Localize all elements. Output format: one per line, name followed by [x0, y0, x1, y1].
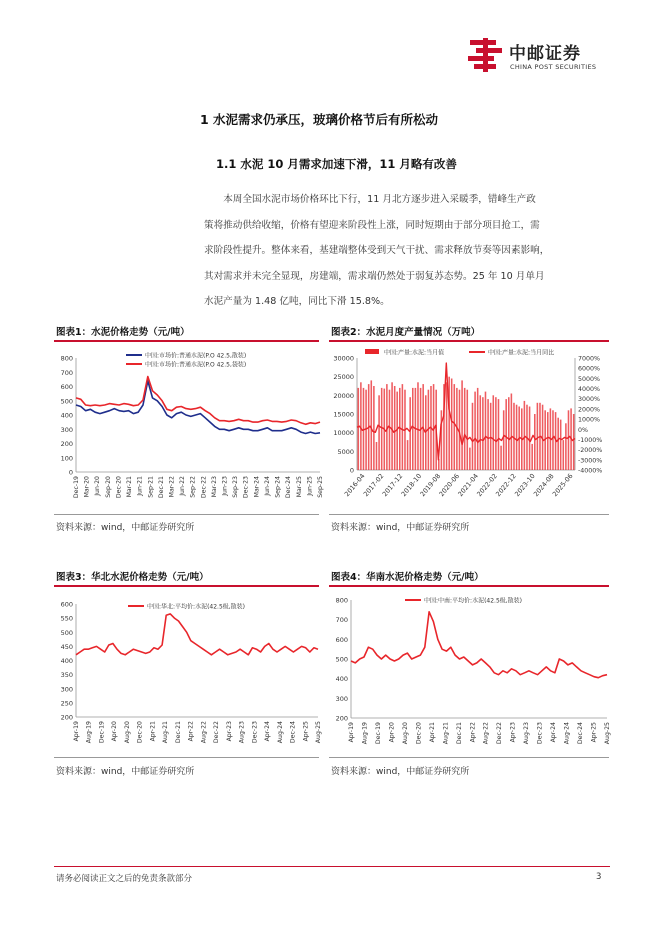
- x-tick-label: 2020-06: [437, 472, 462, 499]
- figure-4-source: 资料来源：wind，中邮证券研究所: [331, 767, 470, 777]
- figure-3-bottom-rule: [54, 757, 319, 758]
- y-tick-label: 200: [60, 713, 73, 722]
- y-tick-label: 800: [60, 354, 73, 363]
- bar: [467, 390, 469, 470]
- bar: [446, 382, 448, 470]
- figure-4-rule: [329, 585, 609, 587]
- y2-tick-label: 0%: [578, 426, 588, 434]
- x-tick-label: Dec-22: [496, 722, 504, 745]
- body-line: 其对需求并未完全显现，房建端，需求端仍然处于弱复苏态势。25 年 10 月单月: [204, 270, 545, 282]
- bar: [560, 420, 562, 470]
- y-tick-label: 400: [60, 657, 73, 665]
- x-tick-label: Sep-21: [147, 476, 155, 498]
- bar: [547, 412, 549, 470]
- x-tick-label: Apr-20: [388, 722, 396, 743]
- bar: [516, 405, 518, 470]
- x-tick-label: Dec-19: [374, 722, 382, 745]
- figure-3-source: 资料来源：wind，中邮证券研究所: [56, 767, 195, 777]
- figure-2-title: 图表2：水泥月度产量情况（万吨）: [331, 327, 481, 338]
- y-tick-label: 700: [335, 616, 348, 625]
- x-tick-label: Dec-20: [415, 722, 423, 745]
- bar: [376, 442, 378, 470]
- body-line: 本周全国水泥市场价格环比下行，11 月北方逐步进入采暖季，错峰生产政: [223, 194, 536, 205]
- x-tick-label: Mar-20: [83, 476, 91, 498]
- chart-cement-output: [329, 344, 611, 512]
- bar: [498, 399, 500, 470]
- y2-tick-label: 3000%: [578, 396, 601, 404]
- y2-tick-label: -2000%: [578, 447, 603, 455]
- x-tick-label: 2018-10: [399, 472, 424, 499]
- bar: [552, 410, 554, 470]
- footer-rule: [54, 866, 610, 867]
- x-tick-label: Dec-23: [536, 722, 544, 745]
- x-tick-label: Dec-21: [174, 721, 182, 744]
- bar: [534, 414, 536, 470]
- x-tick-label: Jun-23: [221, 476, 229, 496]
- bar: [493, 395, 495, 470]
- y2-tick-label: 4000%: [578, 386, 601, 394]
- y2-tick-label: -4000%: [578, 467, 603, 475]
- bar: [417, 382, 419, 470]
- bar: [365, 390, 367, 470]
- y2-tick-label: 5000%: [578, 375, 601, 383]
- bar: [391, 382, 393, 470]
- legend-item-0-label: 中国:市场价:普通水泥(P.O 42.5,散装): [145, 352, 247, 360]
- page-number: 3: [596, 872, 602, 882]
- x-tick-label: Mar-21: [126, 476, 134, 498]
- bar: [389, 390, 391, 470]
- x-tick-label: Dec-24: [285, 476, 293, 499]
- x-tick-label: Aug-19: [361, 722, 369, 745]
- y-tick-label: 300: [60, 685, 73, 694]
- y-tick-label: 25000: [333, 373, 354, 382]
- bar: [381, 388, 383, 470]
- x-tick-label: Sep-20: [104, 476, 112, 498]
- figure-1-rule: [54, 340, 319, 342]
- bar: [563, 440, 565, 470]
- x-tick-label: Dec-23: [242, 476, 250, 499]
- x-tick-label: Apr-21: [428, 722, 436, 743]
- x-tick-label: Dec-22: [200, 476, 208, 499]
- x-tick-label: 2017-12: [380, 472, 405, 499]
- bar: [448, 377, 450, 470]
- y-tick-label: 300: [60, 425, 73, 434]
- bar: [537, 403, 539, 470]
- bar: [480, 395, 482, 470]
- y-tick-label: 20000: [333, 391, 354, 400]
- x-tick-label: Aug-25: [315, 721, 322, 744]
- legend-item-0-label: 中国:华北:平均价:水泥(42.5级,散装): [147, 603, 246, 611]
- x-tick-label: Aug-21: [162, 721, 170, 744]
- x-tick-label: Sep-22: [189, 476, 197, 498]
- china-post-icon: [466, 36, 506, 74]
- x-tick-label: Aug-22: [200, 721, 208, 744]
- chart-cement-price: [54, 344, 326, 512]
- brand-name-cn: 中邮证券: [509, 44, 581, 64]
- y-tick-label: 0: [68, 468, 73, 477]
- x-tick-label: Aug-23: [523, 722, 531, 745]
- y-tick-label: 800: [335, 596, 348, 605]
- bar: [565, 423, 567, 470]
- bar: [531, 444, 533, 470]
- x-tick-label: Apr-22: [469, 722, 477, 743]
- y-tick-label: 300: [335, 694, 348, 703]
- bar: [508, 397, 510, 470]
- x-tick-label: Apr-19: [348, 722, 355, 743]
- bar: [378, 395, 380, 470]
- x-tick-label: Jun-25: [306, 476, 314, 496]
- bar: [461, 380, 463, 470]
- chart-south-china-price: [329, 590, 611, 755]
- figure-2-bottom-rule: [329, 514, 609, 515]
- legend-item-1-label: 中国:产量:水泥:当月同比: [488, 349, 555, 357]
- bar: [524, 401, 526, 470]
- x-tick-label: 2017-02: [361, 472, 386, 499]
- bar: [500, 446, 502, 470]
- figure-4-title: 图表4：华南水泥价格走势（元/吨）: [331, 572, 484, 583]
- x-tick-label: Jun-24: [263, 476, 271, 496]
- x-tick-label: 2022-12: [494, 472, 518, 499]
- y-tick-label: 100: [60, 454, 73, 463]
- bar: [573, 414, 575, 470]
- x-tick-label: Sep-24: [274, 476, 282, 498]
- x-tick-label: Dec-21: [455, 722, 463, 745]
- figure-1-bottom-rule: [54, 514, 319, 515]
- series-line-0: [76, 614, 318, 655]
- body-line: 策将推动供给收缩，价格有望迎来阶段性上涨，同时短期由于部分项目抢工，需: [204, 219, 540, 231]
- bar: [495, 397, 497, 470]
- section-title: 1 水泥需求仍承压，玻璃价格节后有所松动: [200, 112, 439, 127]
- y-tick-label: 400: [335, 675, 348, 684]
- figure-4-bottom-rule: [329, 757, 609, 758]
- y-tick-label: 30000: [333, 354, 354, 363]
- x-tick-label: Mar-24: [253, 476, 261, 498]
- bar: [454, 384, 456, 470]
- y-tick-label: 700: [60, 368, 73, 377]
- legend-item-0-label: 中国:中南:平均价:水泥(42.5级,散装): [424, 597, 523, 605]
- x-tick-label: Dec-20: [136, 721, 144, 744]
- y-tick-label: 10000: [333, 429, 354, 438]
- y-tick-label: 600: [60, 600, 73, 609]
- x-tick-label: Sep-25: [317, 476, 324, 498]
- y-tick-label: 5000: [337, 447, 354, 456]
- x-tick-label: 2025-06: [550, 472, 575, 499]
- x-tick-label: Aug-25: [604, 722, 611, 745]
- figure-3-title: 图表3：华北水泥价格走势（元/吨）: [56, 572, 209, 583]
- body-paragraph: [204, 187, 612, 315]
- x-tick-label: Aug-22: [482, 722, 490, 745]
- x-tick-label: Aug-24: [563, 722, 571, 745]
- x-tick-label: Sep-23: [232, 476, 240, 498]
- legend-item-1-label: 中国:市场价:普通水泥(P.O 42.5,袋装): [145, 361, 247, 369]
- bar: [394, 386, 396, 470]
- y2-tick-label: -3000%: [578, 457, 603, 465]
- x-tick-label: Jun-22: [179, 476, 187, 496]
- x-tick-label: Apr-22: [187, 721, 195, 742]
- x-tick-label: Aug-24: [276, 721, 284, 744]
- y-tick-label: 200: [60, 440, 73, 448]
- x-tick-label: Aug-23: [238, 721, 246, 744]
- body-line: 求阶段性提升。整体来看，基建端整体受到天气干扰、需求释放节奏等因素影响，: [204, 245, 550, 257]
- y-tick-label: 500: [335, 655, 348, 664]
- x-tick-label: Apr-24: [550, 722, 558, 743]
- bar: [482, 397, 484, 470]
- x-tick-label: Apr-25: [302, 721, 310, 742]
- bar: [511, 394, 513, 471]
- y2-tick-label: -1000%: [578, 436, 603, 444]
- x-tick-label: Apr-25: [590, 722, 598, 743]
- y-tick-label: 450: [60, 642, 73, 651]
- figure-1-source: 资料来源：wind，中邮证券研究所: [56, 523, 195, 533]
- figure-2-rule: [329, 340, 609, 342]
- x-tick-label: Aug-20: [123, 721, 131, 744]
- y2-tick-label: 2000%: [578, 406, 601, 414]
- bar: [503, 410, 505, 470]
- x-tick-label: 2024-08: [532, 472, 556, 499]
- y2-tick-label: 7000%: [578, 355, 601, 363]
- bar: [557, 418, 559, 470]
- x-tick-label: Dec-19: [98, 721, 106, 744]
- x-tick-label: Jun-21: [136, 476, 144, 496]
- x-tick-label: Apr-19: [73, 721, 80, 742]
- x-tick-label: 2016-04: [342, 472, 367, 499]
- x-tick-label: Dec-24: [289, 721, 297, 744]
- y-tick-label: 600: [335, 635, 348, 644]
- y-tick-label: 200: [335, 714, 348, 723]
- y-tick-label: 500: [60, 397, 73, 406]
- x-tick-label: Mar-25: [295, 476, 303, 498]
- bar: [490, 403, 492, 470]
- x-tick-label: Aug-21: [442, 722, 450, 745]
- legend-item-0-swatch: [365, 349, 379, 354]
- bar: [451, 379, 453, 471]
- x-tick-label: Aug-19: [85, 721, 93, 744]
- series-line-0: [351, 612, 607, 678]
- figure-2-source: 资料来源：wind，中邮证券研究所: [331, 523, 470, 533]
- x-tick-label: 2019-08: [418, 472, 443, 499]
- bar: [485, 392, 487, 470]
- bar: [477, 388, 479, 470]
- x-tick-label: Dec-24: [577, 722, 585, 745]
- figure-1-title: 图表1：水泥价格走势（元/吨）: [56, 327, 190, 338]
- bar: [505, 399, 507, 470]
- bar: [464, 388, 466, 470]
- brand-name-en: CHINA POST SECURITIES: [510, 63, 597, 71]
- x-tick-label: Dec-22: [213, 721, 221, 744]
- y-tick-label: 250: [60, 699, 73, 708]
- y2-tick-label: 1000%: [578, 416, 601, 424]
- bar: [529, 407, 531, 471]
- series-line-1: [76, 377, 320, 425]
- x-tick-label: Apr-20: [111, 721, 119, 742]
- y2-tick-label: 6000%: [578, 365, 601, 373]
- section-subtitle: 1.1 水泥 10 月需求加速下滑，11 月略有改善: [216, 157, 457, 171]
- x-tick-label: Dec-21: [157, 476, 165, 499]
- y-tick-label: 0: [349, 466, 354, 475]
- bar: [487, 399, 489, 470]
- bar: [402, 384, 404, 470]
- bar: [409, 397, 411, 470]
- chart-north-china-price: [54, 590, 326, 755]
- x-tick-label: Apr-23: [509, 722, 517, 743]
- bar: [474, 392, 476, 470]
- bar: [371, 380, 373, 470]
- x-tick-label: Aug-20: [401, 722, 409, 745]
- bar: [568, 410, 570, 470]
- x-tick-label: 2022-02: [475, 472, 499, 499]
- x-tick-label: Apr-24: [264, 721, 272, 742]
- x-tick-label: Apr-23: [225, 721, 233, 742]
- brand-logo: [466, 36, 626, 76]
- y-tick-label: 500: [60, 628, 73, 637]
- bar: [407, 440, 409, 470]
- bar: [412, 388, 414, 470]
- x-tick-label: Dec-19: [73, 476, 80, 499]
- footer-disclaimer: 请务必阅读正文之后的免责条款部分: [56, 874, 193, 884]
- x-tick-label: Mar-22: [168, 476, 176, 498]
- y-tick-label: 350: [60, 671, 73, 680]
- y-tick-label: 15000: [333, 410, 354, 419]
- bar: [373, 386, 375, 470]
- x-tick-label: 2021-04: [456, 472, 480, 499]
- bar: [513, 403, 515, 470]
- x-tick-label: 2023-10: [513, 472, 537, 499]
- x-tick-label: Mar-23: [210, 476, 218, 498]
- y-tick-label: 550: [60, 614, 73, 623]
- x-tick-label: Dec-23: [251, 721, 259, 744]
- body-line: 水泥产量为 1.48 亿吨，同比下滑 15.8%。: [204, 296, 390, 308]
- bar: [469, 448, 471, 470]
- bar: [472, 403, 474, 470]
- y-tick-label: 400: [60, 411, 73, 420]
- figure-3-rule: [54, 585, 319, 587]
- legend-item-0-label: 中国:产量:水泥:当月值: [384, 349, 445, 357]
- y-tick-label: 600: [60, 383, 73, 391]
- x-tick-label: Apr-21: [149, 721, 157, 742]
- x-tick-label: Dec-20: [115, 476, 123, 499]
- x-tick-label: Jun-20: [94, 476, 102, 496]
- bar: [358, 388, 360, 470]
